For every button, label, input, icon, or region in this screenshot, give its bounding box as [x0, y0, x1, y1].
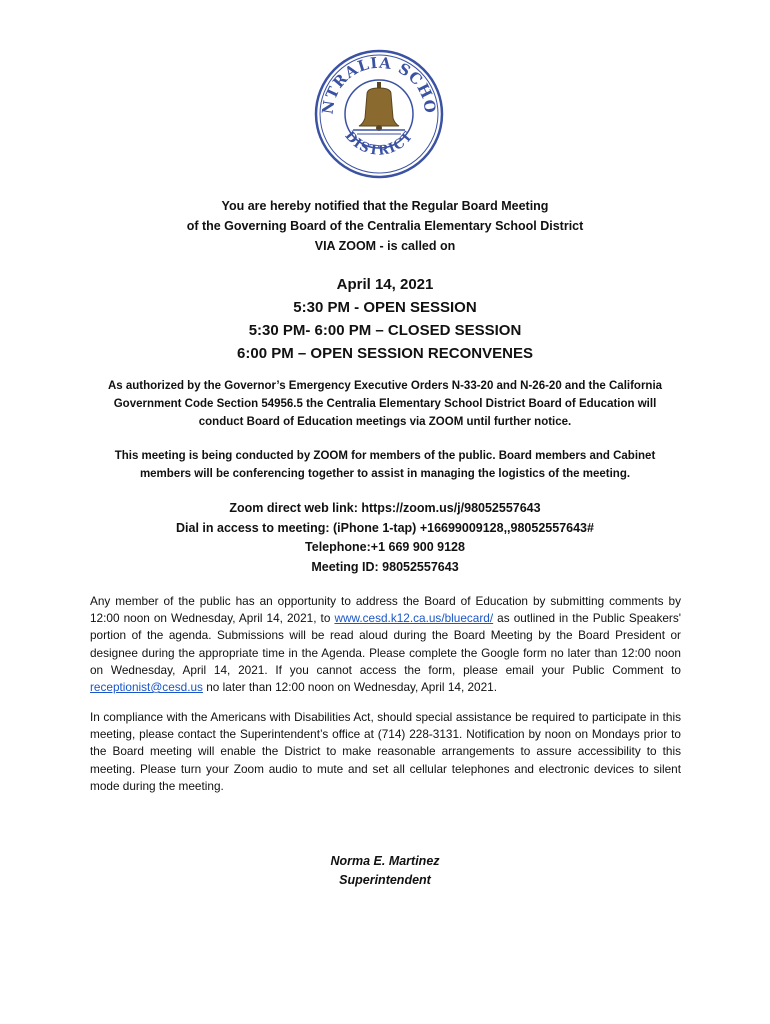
- logo-bottom-text: DISTRICT: [341, 128, 417, 159]
- authorization-line-1: As authorized by the Governor’s Emergency Executive Orders N-33-20 and N-26-20 and the California: [107, 380, 663, 392]
- receptionist-email-link[interactable]: receptionist@cesd.us: [90, 680, 203, 695]
- zoom-dial-in: Dial in access to meeting: (iPhone 1-tap) +16699009128,,98052557643#: [176, 520, 594, 535]
- schedule-line-1: 5:30 PM - OPEN SESSION: [293, 299, 477, 316]
- notice-line-3: VIA ZOOM - is called on: [314, 239, 456, 253]
- zoom-access-info: [60, 499, 710, 577]
- public-comment-text-2: as outlined in the Public Speakers' portion of the agenda. Submissions will be read aloud during the Board Meeting by the Board President or designee during the appropriate time in the Agenda. Please complete the Google form no later than 12:00 noon on Wednesday, April 14, 2021. If you cannot access the form, please email your Public Comment to: [90, 611, 681, 677]
- meeting-date: April 14, 2021: [336, 276, 434, 293]
- signature-name: Norma E. Martinez: [330, 854, 440, 868]
- district-seal-logo: [313, 48, 445, 180]
- authorization-statement: [80, 377, 690, 431]
- notice-line-1: You are hereby notified that the Regular Board Meeting: [221, 199, 549, 213]
- schedule-line-3: 6:00 PM – OPEN SESSION RECONVENES: [237, 345, 533, 362]
- public-comment-paragraph: [90, 593, 681, 696]
- zoom-web-link: Zoom direct web link: https://zoom.us/j/98052557643: [229, 501, 541, 515]
- svg-text:DISTRICT: [341, 129, 416, 159]
- logo-top-text: NTRALIA SCHO: [318, 53, 440, 116]
- authorization-line-2: Government Code Section 54956.5 the Centralia Elementary School District Board of Education will: [113, 398, 657, 410]
- public-comment-text-1: Any member of the public has an opportunity to address the Board of Education by submitting comments by 12:00 noon on Wednesday, April 14, 2021, to: [90, 594, 681, 626]
- zoom-meeting-id: Meeting ID: 98052557643: [311, 559, 459, 574]
- bluecard-link[interactable]: www.cesd.k12.ca.us/bluecard/: [334, 611, 494, 626]
- public-comment-text-3: no later than 12:00 noon on Wednesday, April 14, 2021.: [202, 680, 498, 695]
- meeting-notice: [60, 196, 710, 256]
- signature-block: [60, 852, 710, 890]
- notice-line-2: of the Governing Board of the Centralia Elementary School District: [186, 219, 584, 233]
- meeting-schedule: [60, 273, 710, 365]
- signature-title: Superintendent: [339, 873, 431, 887]
- authorization-line-3: conduct Board of Education meetings via ZOOM until further notice.: [198, 416, 572, 428]
- zoom-notice-line-1: This meeting is being conducted by ZOOM for members of the public. Board members and Cabinet: [114, 450, 656, 462]
- ada-paragraph: In compliance with the Americans with Disabilities Act, should special assistance be required to participate in this meeting, please contact the Superintendent’s office at (714) 228-3131. Notification by noon on Mondays prior to the Board meeting will enable the District to make reasonable arrangements to assure accessibility to this meeting. Please turn your Zoom audio to mute and set all cellular telephones and electronic devices to silent mode during the meeting.: [90, 710, 681, 793]
- zoom-notice-line-2: members will be conferencing together to assist in managing the logistics of the meeting.: [139, 468, 631, 480]
- schedule-line-2: 5:30 PM- 6:00 PM – CLOSED SESSION: [248, 322, 522, 339]
- zoom-telephone: Telephone:+1 669 900 9128: [305, 540, 465, 554]
- zoom-notice: [80, 447, 690, 483]
